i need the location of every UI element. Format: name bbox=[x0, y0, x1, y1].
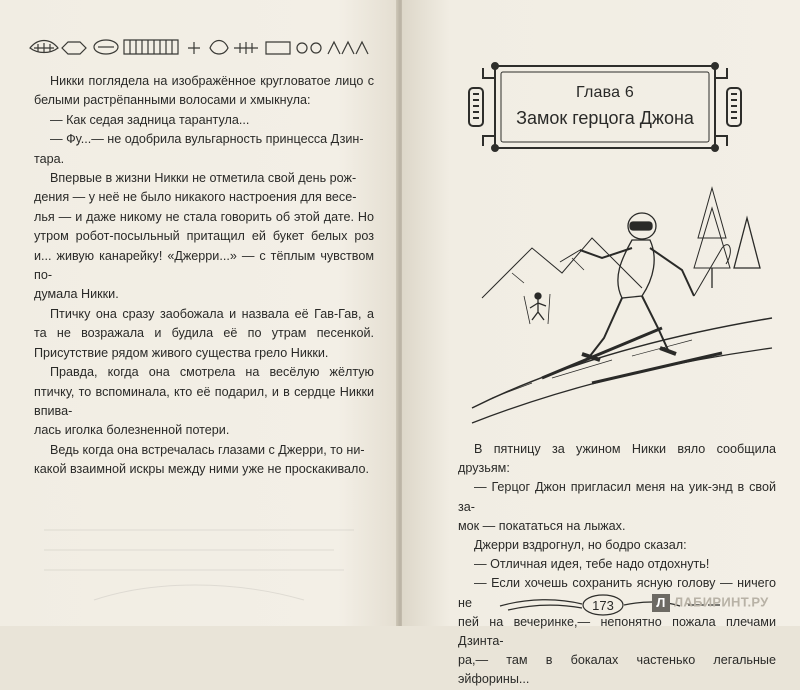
paragraph: — Отличная идея, тебе надо отдохнуть! bbox=[474, 557, 710, 572]
paragraph: мок — покататься на лыжах. bbox=[458, 518, 626, 533]
paragraph: Ведь когда она встречалась глазами с Джерри, то ни- bbox=[50, 442, 365, 457]
paragraph: пей на вечеринке,— непонятно пожала плечами Дзинта- bbox=[458, 614, 776, 649]
paragraph: дения — у неё не было никакого настроения для весе- bbox=[34, 190, 357, 205]
chapter-frame-icon bbox=[465, 58, 745, 156]
page-number: 173 bbox=[592, 598, 614, 613]
paragraph: лась иголка болезненной потери. bbox=[34, 423, 230, 438]
top-ornament-icon bbox=[28, 34, 368, 56]
paragraph: лья — и даже никому не стала говорить об этой дате. Но утром робот-посыльный притащил ей букет белых роз и... живую канарейку! «Джерри...» — с тёплым чувством по- bbox=[34, 209, 374, 283]
paragraph: Никки поглядела на изображённое кругловатое лицо с белыми растрёпанными волосами и хмыкнула: bbox=[34, 74, 374, 108]
watermark-logo-icon: Л bbox=[652, 594, 670, 612]
paragraph: ра,— там в бокалах частенько легальные эйфорины... bbox=[458, 653, 776, 687]
paragraph: — Фу...— не одобрила вульгарность принцесса Дзин- bbox=[50, 132, 364, 147]
paragraph: Птичку она сразу заобожала и назвала её Гав-Гав, а та не возражала и будила её по утрам песенкой. Присутствие рядом живого существа грело Никки. bbox=[34, 306, 374, 360]
right-page bbox=[402, 0, 800, 687]
paragraph: какой взаимной искры между ними уже не проскакивало. bbox=[34, 462, 369, 477]
left-page bbox=[0, 0, 398, 626]
paragraph: тара. bbox=[34, 151, 65, 166]
paragraph: думала Никки. bbox=[34, 287, 119, 302]
watermark-text: ЛАБИРИНТ.РУ bbox=[674, 594, 769, 610]
chapter-title: Замок герцога Джона bbox=[516, 108, 694, 128]
paragraph: Впервые в жизни Никки не отметила свой день рож- bbox=[50, 171, 357, 186]
paragraph: Правда, когда она смотрела на весёлую жёлтую птичку, то вспоминала, кто её подарил, и в сердце Никки впива- bbox=[34, 365, 374, 418]
right-page-text bbox=[458, 440, 776, 690]
paragraph: Джерри вздрогнул, но бодро сказал: bbox=[474, 538, 687, 553]
skier-illustration-icon bbox=[472, 178, 772, 428]
show-through-ornament-icon bbox=[34, 520, 364, 610]
chapter-label: Глава 6 bbox=[576, 84, 634, 101]
watermark bbox=[652, 594, 769, 612]
paragraph: — Герцог Джон пригласил меня на уик-энд в свой за- bbox=[458, 480, 776, 514]
left-page-text bbox=[34, 72, 374, 480]
paragraph: — Как седая задница тарантула... bbox=[50, 112, 250, 127]
paragraph: В пятницу за ужином Никки вяло сообщила друзьям: bbox=[458, 442, 776, 476]
paragraph: — Если хочешь сохранить ясную голову — ничего не bbox=[458, 576, 776, 610]
